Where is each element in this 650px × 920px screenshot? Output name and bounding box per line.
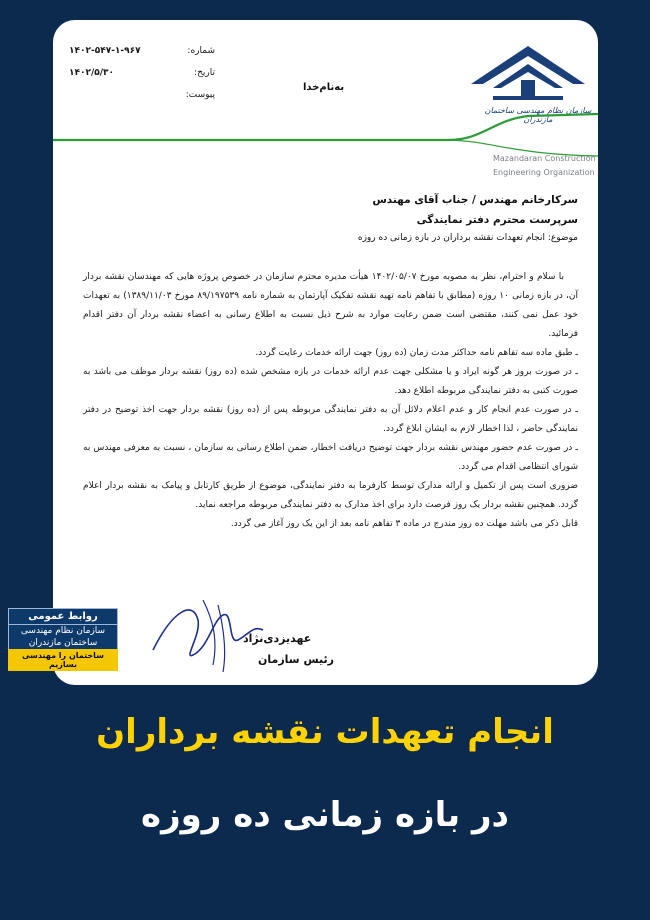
date-value: ۱۴۰۲/۵/۳۰ <box>69 68 115 78</box>
meta-attachment-row <box>65 84 215 106</box>
letter-body <box>83 268 578 534</box>
badge-line-3: ساختمان مازندران <box>8 637 118 649</box>
body-item-2: ـ در صورت بروز هر گونه ایراد و یا مشکلی جهت عدم ارائه خدمات در بازه مشخص شده (ده روز) نقشه بردار موظف می باشد به صورت کتبی به دفتر نمایندگی مربوطه اطلاع دهد. <box>83 367 578 396</box>
signer-title: رئیس سازمان <box>258 653 334 666</box>
body-item-4: ـ در صورت عدم حضور مهندس نقشه بردار جهت توضیح دریافت اخطار، ضمن اطلاع رسانی به سازمان ، نسبت به معرفی مهندس به شورای انتظامی اقدام می گردد. <box>83 443 578 472</box>
badge-slogan: ساختمان را مهندسی بسازیم <box>8 649 118 671</box>
organization-name-en-1: Mazandaran Construction <box>493 154 596 163</box>
organization-name-en-2: Engineering Organization <box>493 168 595 177</box>
public-relations-badge <box>8 608 118 676</box>
meta-date-row <box>65 62 215 84</box>
organization-name-fa: سازمان نظام مهندسی ساختمان مازندران <box>484 106 592 124</box>
attachment-label: پیوست: <box>185 90 215 100</box>
body-intro: با سلام و احترام، نظر به مصوبه مورخ ۱۴۰۲/۰۵/۰۷ هیأت مدیره محترم سازمان در خصوص پروژه هایی که مهندسان نقشه بردار آن، در بازه زمانی ۱۰ روزه (مطابق با تفاهم نامه تهیه نقشه تفکیک آپارتمان به شماره نامه ۸۹/۱۹۷۵۳۹ مورخ ۱۳۸۹/۱۱/۰۳) به تعهدات خود عمل نمی کنند، مقتضی است ضمن رعایت موارد به شرح ذیل نسبت به اطلاع رسانی به اعضاء نقشه بردار آن دفتر اقدام فرمائید. <box>83 272 578 339</box>
addressee-line-1: سرکارخانم مهندس / جناب آقای مهندس <box>372 194 578 206</box>
addressee-line-2: سرپرست محترم دفتر نمایندگی <box>416 214 578 226</box>
letter-subject: موضوع: انجام تعهدات نقشه برداران در بازه زمانی ده روزه <box>357 233 578 243</box>
meta-number-row <box>65 40 215 62</box>
headline-primary: انجام تعهدات نقشه برداران <box>96 712 554 752</box>
addressee-block <box>158 194 578 243</box>
body-paragraph-3: قابل ذکر می باشد مهلت ده روز مندرج در ماده ۳ تفاهم نامه بعد از این یک روز آغاز می گردد. <box>230 519 578 529</box>
date-label: تاریخ: <box>194 68 215 78</box>
signer-name: عهدیزدی‌نژاد <box>243 632 312 645</box>
body-paragraph-2: ضروری است پس از تکمیل و ارائه مدارک توسط کارفرما به دفتر نمایندگی، موضوع از طریق کارتابل و پیامک به نقشه بردار اعلام گردد. همچنین نقشه بردار یک روز فرصت دارد برای اخذ مدارک به دفتر نمایندگی مربوطه مراجعه نماید. <box>83 481 578 510</box>
header-divider-swoosh <box>53 110 598 160</box>
number-value: ۱۴۰۲-۵۴۷-۱-۹۶۷ <box>69 46 141 56</box>
body-item-1: ـ طبق ماده سه تفاهم نامه حداکثر مدت زمان (ده روز) جهت ارائه خدمات رعایت گردد. <box>255 348 578 358</box>
badge-line-2: سازمان نظام مهندسی <box>8 625 118 637</box>
headline-secondary: در بازه زمانی ده روزه <box>141 795 509 835</box>
letter-sheet <box>53 20 598 685</box>
letter-meta <box>65 40 215 106</box>
bismillah: به‌نام‌خدا <box>303 82 345 93</box>
badge-line-1: روابط عمومی <box>8 608 118 625</box>
number-label: شماره: <box>187 46 215 56</box>
body-item-3: ـ در صورت عدم انجام کار و عدم اعلام دلائل آن به دفتر نمایندگی مربوطه پس از (ده روز) نقشه بردار جهت اخذ توضیح در دفتر نمایندگی حاضر ، لذا اخطار لازم به ایشان ابلاغ گردد. <box>83 405 578 434</box>
